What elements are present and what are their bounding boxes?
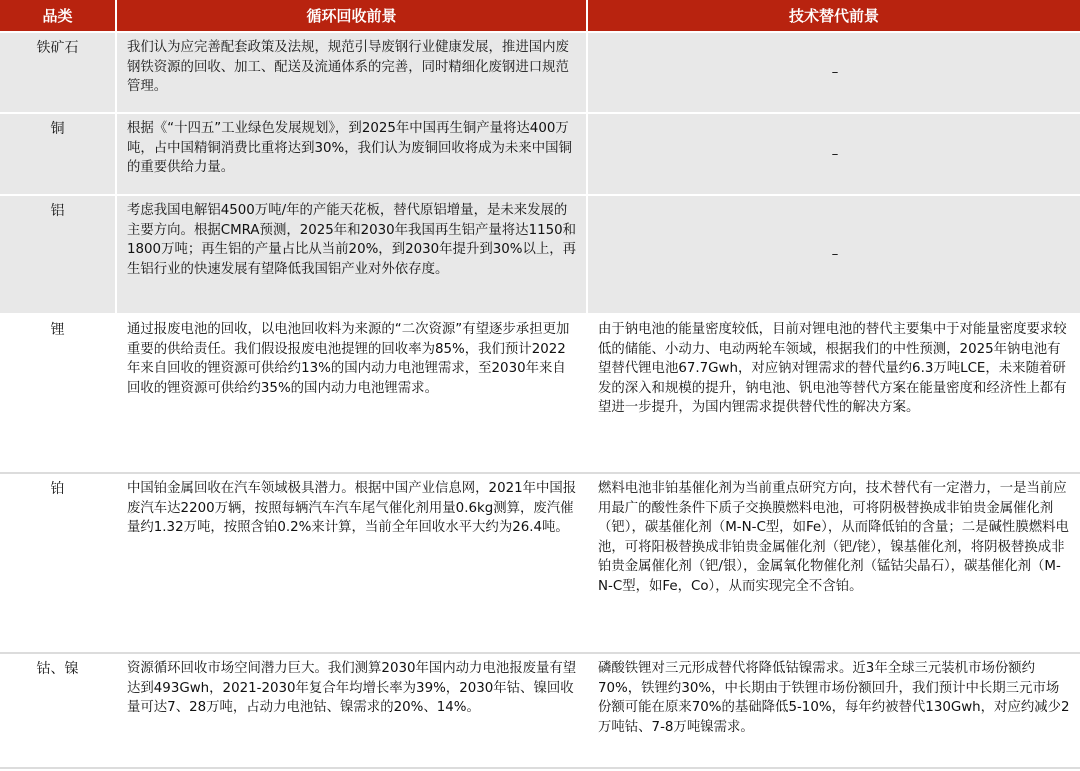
tech-cell: 燃料电池非铂基催化剂为当前重点研究方向，技术替代有一定潜力，一是当前应用最广的酸性条件下质子交换膜燃料电池，可将阴极替换成非铂贵金属催化剂（钯），碳基催化剂（M-N-C型，如Fe），从而降低铂的含量；二是碱性膜燃料电池，可将阳极替换成非铂贵金属催化剂（钯/铑），镍基催化剂，将阴极替换成非铂贵金属催化剂（钯/银），金属氧化物催化剂（锰钴尖晶石），碳基催化剂（M-N-C型，如Fe，Co），从而实现完全不含铂。: [587, 473, 1080, 653]
recycle-cell: 中国铂金属回收在汽车领域极具潜力。根据中国产业信息网，2021年中国报废汽车达2200万辆，按照每辆汽车汽车尾气催化剂用量0.6kg测算，废汽催量约1.32万吨，按照含铂0.2%来计算，当前全年回收水平大约为26.4吨。: [116, 473, 587, 653]
table-row: [0, 473, 1080, 653]
category-cell: 铜: [0, 113, 116, 195]
table-row: [0, 32, 1080, 113]
table-row: [0, 314, 1080, 473]
tech-cell: 由于钠电池的能量密度较低，目前对锂电池的替代主要集中于对能量密度要求较低的储能、小动力、电动两轮车领域，根据我们的中性预测，2025年钠电池有望替代锂电池67.7Gwh，对应钠对锂需求的替代量约6.3万吨LCE，未来随着研发的深入和规模的提升，钠电池、钒电池等替代方案在能量密度和经济性上都有望进一步提升，为国内锂需求提供替代性的解决方案。: [587, 314, 1080, 473]
recycle-cell: 资源循环回收市场空间潜力巨大。我们测算2030年国内动力电池报废量有望达到493Gwh，2021-2030年复合年均增长率为39%，2030年钴、镍回收量可达7、28万吨，占动力电池钴、镍需求的20%、14%。: [116, 653, 587, 768]
recycle-cell: 根据《“十四五”工业绿色发展规划》，到2025年中国再生铜产量将达400万吨，占中国精铜消费比重将达到30%，我们认为废铜回收将成为未来中国铜的重要供给力量。: [116, 113, 587, 195]
category-cell: 锂: [0, 314, 116, 473]
header-tech: 技术替代前景: [587, 0, 1080, 32]
category-cell: 铂: [0, 473, 116, 653]
header-row: [0, 0, 1080, 32]
tech-cell: –: [587, 195, 1080, 314]
header-category: 品类: [0, 0, 116, 32]
header-recycle: 循环回收前景: [116, 0, 587, 32]
table-row: [0, 653, 1080, 768]
recycle-cell: 我们认为应完善配套政策及法规，规范引导废钢行业健康发展，推进国内废钢铁资源的回收、加工、配送及流通体系的完善，同时精细化废钢进口规范管理。: [116, 32, 587, 113]
category-cell: 铁矿石: [0, 32, 116, 113]
recycle-cell: 通过报废电池的回收，以电池回收料为来源的“二次资源”有望逐步承担更加重要的供给责任。我们假设报废电池提锂的回收率为85%，我们预计2022年来自回收的锂资源可供给约13%的国内动力电池锂需求，至2030年来自回收的锂资源可供给约35%的国内动力电池锂需求。: [116, 314, 587, 473]
category-cell: 铝: [0, 195, 116, 314]
tech-cell: –: [587, 113, 1080, 195]
table-row: [0, 113, 1080, 195]
tech-cell: 磷酸铁锂对三元形成替代将降低钴镍需求。近3年全球三元装机市场份额约70%，铁锂约30%，中长期由于铁锂市场份额回升，我们预计中长期三元市场份额可能在原来70%的基础降低5-10%，每年约被替代130Gwh，对应约减少2万吨钴、7-8万吨镍需求。: [587, 653, 1080, 768]
tech-cell: –: [587, 32, 1080, 113]
table-row: [0, 195, 1080, 314]
category-cell: 钴、镍: [0, 653, 116, 768]
recycle-cell: 考虑我国电解铝4500万吨/年的产能天花板，替代原铝增量，是未来发展的主要方向。根据CMRA预测，2025年和2030年我国再生铝产量将达1150和1800万吨；再生铝的产量占比从当前20%，到2030年提升到30%以上，再生铝行业的快速发展有望降低我国铝产业对外依存度。: [116, 195, 587, 314]
